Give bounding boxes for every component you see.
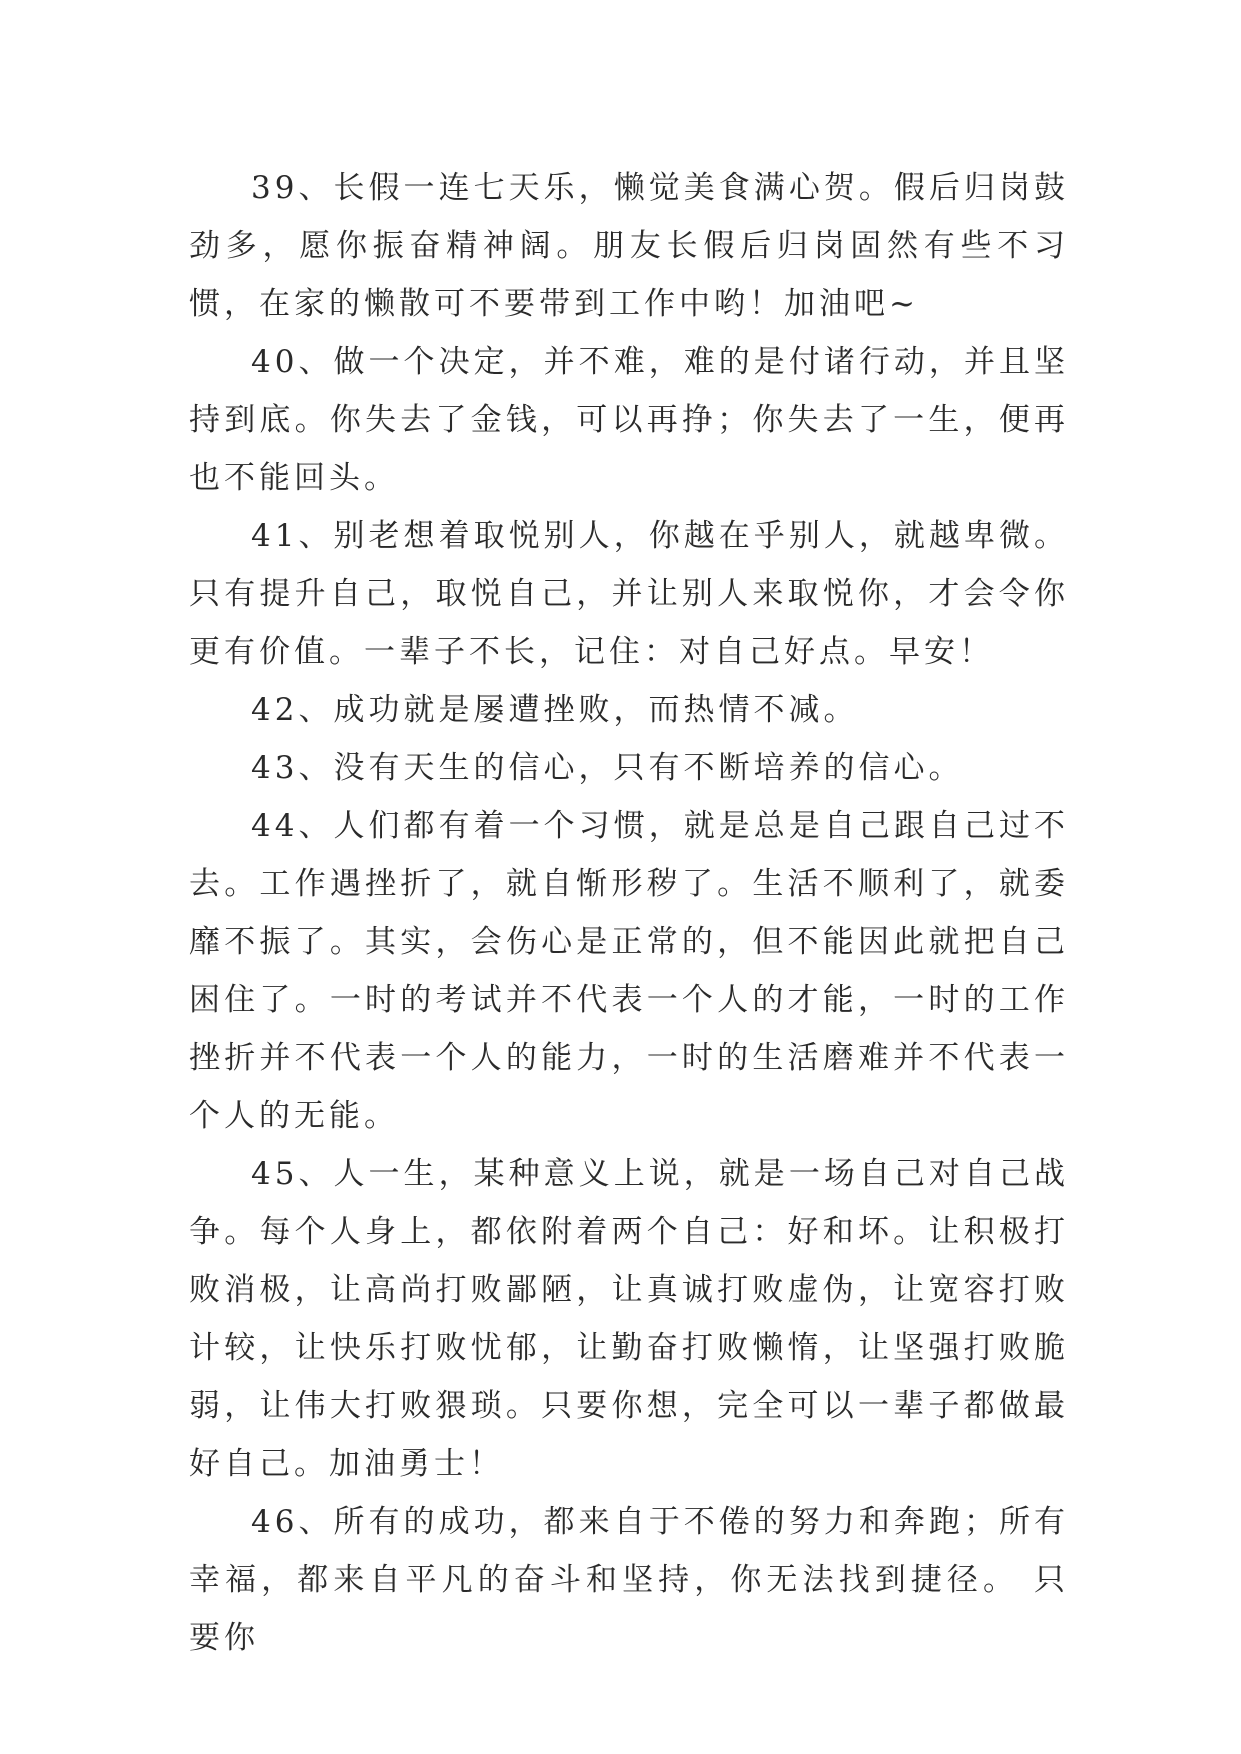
paragraph-41: 41、别老想着取悦别人，你越在乎别人，就越卑微。只有提升自己，取悦自己，并让别人来取悦你，才会令你更有价值。一辈子不长，记住：对自己好点。早安！ [189, 518, 1069, 670]
paragraph-45: 45、人一生，某种意义上说，就是一场自己对自己战争。每个人身上，都依附着两个自己：好和坏。让积极打败消极，让高尚打败鄙陋，让真诚打败虚伪，让宽容打败计较，让快乐打败忧郁，让勤奋打败懒惰，让坚强打败脆弱，让伟大打败猥琐。只要你想，完全可以一辈子都做最好自己。加油勇士！ [189, 1156, 1069, 1482]
paragraph-43: 43、没有天生的信心，只有不断培养的信心。 [251, 750, 964, 786]
paragraph-44: 44、人们都有着一个习惯，就是总是自己跟自己过不去。工作遇挫折了，就自惭形秽了。生活不顺利了，就委靡不振了。其实，会伤心是正常的，但不能因此就把自己困住了。一时的考试并不代表一个人的才能，一时的工作挫折并不代表一个人的能力，一时的生活磨难并不代表一个人的无能。 [189, 808, 1069, 1134]
paragraph-40: 40、做一个决定，并不难，难的是付诸行动，并且坚持到底。你失去了金钱，可以再挣；你失去了一生，便再也不能回头。 [189, 344, 1069, 496]
paragraph-46: 46、所有的成功，都来自于不倦的努力和奔跑；所有幸福，都来自平凡的奋斗和坚持，你无法找到捷径。 只要你 [189, 1504, 1069, 1656]
document-body [189, 159, 1069, 1667]
paragraph-39: 39、长假一连七天乐，懒觉美食满心贺。假后归岗鼓劲多，愿你振奋精神阔。朋友长假后归岗固然有些不习惯，在家的懒散可不要带到工作中哟！加油吧~ [189, 170, 1069, 322]
paragraph-42: 42、成功就是屡遭挫败，而热情不减。 [251, 692, 859, 728]
